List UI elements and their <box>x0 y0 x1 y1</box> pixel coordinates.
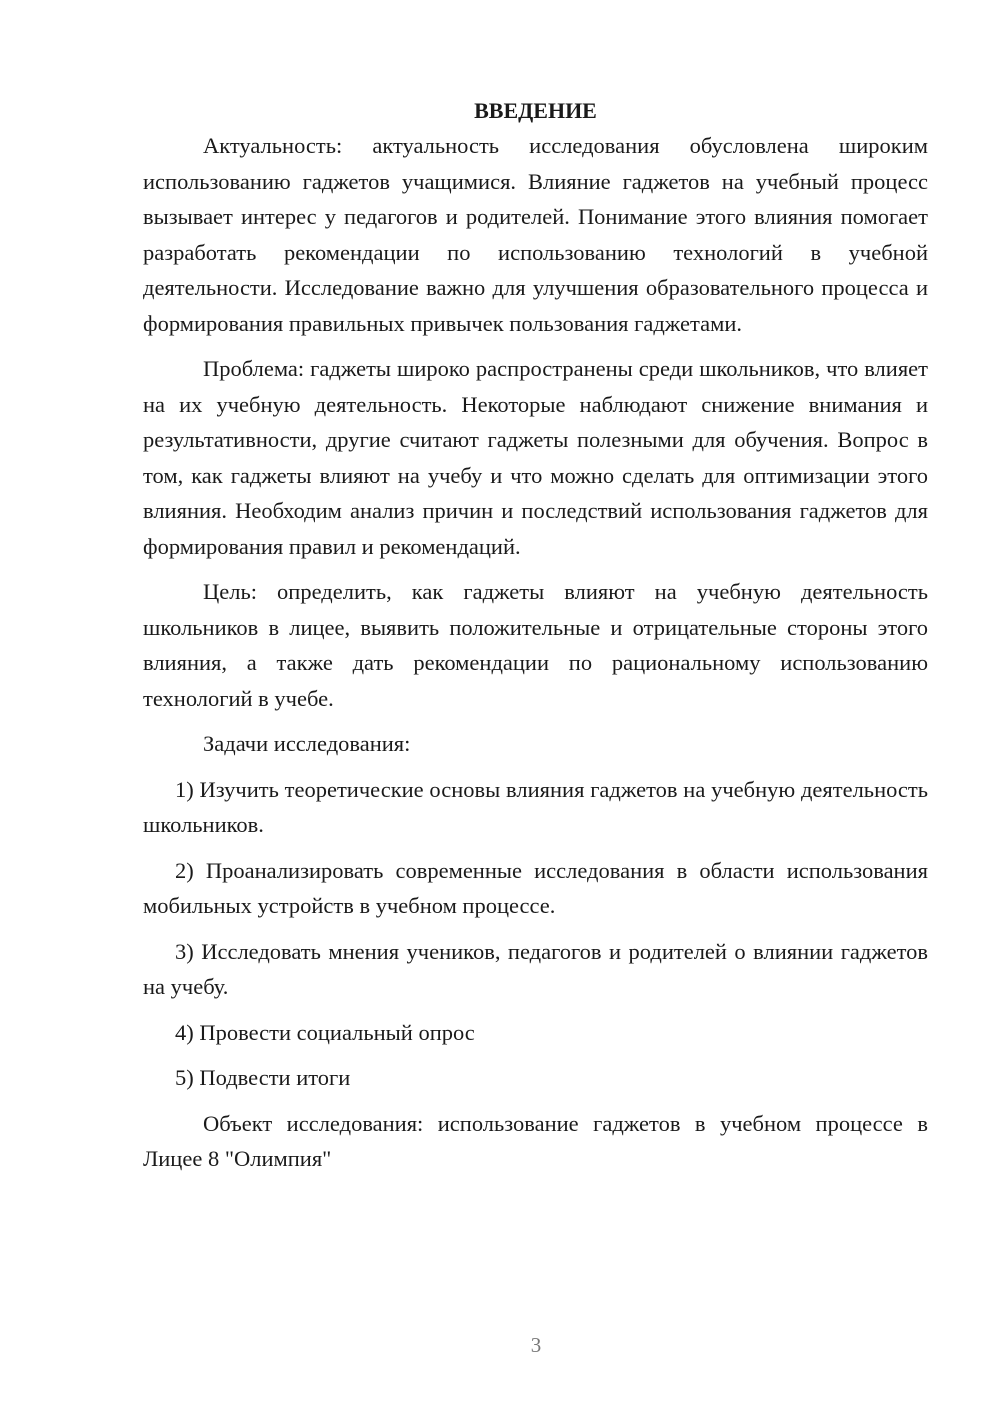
paragraph-relevance: Актуальность: актуальность исследования обусловлена широким использованию гаджетов учащимися. Влияние гаджетов на учебный процесс вызывает интерес у педагогов и родителей. Понимание этого влияния помогает разработать рекомендации по использованию технологий в учебной деятельности. Исследование важно для улучшения образовательного процесса и формирования правильных привычек пользования гаджетами. <box>143 133 928 336</box>
paragraph-object: Объект исследования: использование гаджетов в учебном процессе в Лицее 8 "Олимпия" <box>143 1110 928 1171</box>
section-heading: ВВЕДЕНИЕ <box>474 98 597 123</box>
task-item: 2) Проанализировать современные исследования в области использования мобильных устройств в учебном процессе. <box>143 857 928 918</box>
paragraph-tasks-intro: Задачи исследования: <box>203 731 411 756</box>
task-item: 4) Провести социальный опрос <box>175 1019 475 1045</box>
task-item: 1) Изучить теоретические основы влияния гаджетов на учебную деятельность школьников. <box>143 776 928 837</box>
paragraph-problem: Проблема: гаджеты широко распространены среди школьников, что влияет на их учебную деятельность. Некоторые наблюдают снижение внимания и результативности, другие считают гаджеты полезными для обучения. Вопрос в том, как гаджеты влияют на учебу и что можно сделать для оптимизации этого влияния. Необходим анализ причин и последствий использования гаджетов для формирования правил и рекомендаций. <box>143 356 928 559</box>
task-item: 3) Исследовать мнения учеников, педагогов и родителей о влиянии гаджетов на учебу. <box>143 938 928 999</box>
page-content <box>143 93 928 1187</box>
page-number: 3 <box>530 1333 542 1357</box>
task-item: 5) Подвести итоги <box>175 1065 351 1090</box>
paragraph-goal: Цель: определить, как гаджеты влияют на учебную деятельность школьников в лицее, выявить положительные и отрицательные стороны этого влияния, а также дать рекомендации по рациональному использованию технологий в учебе. <box>143 579 928 711</box>
